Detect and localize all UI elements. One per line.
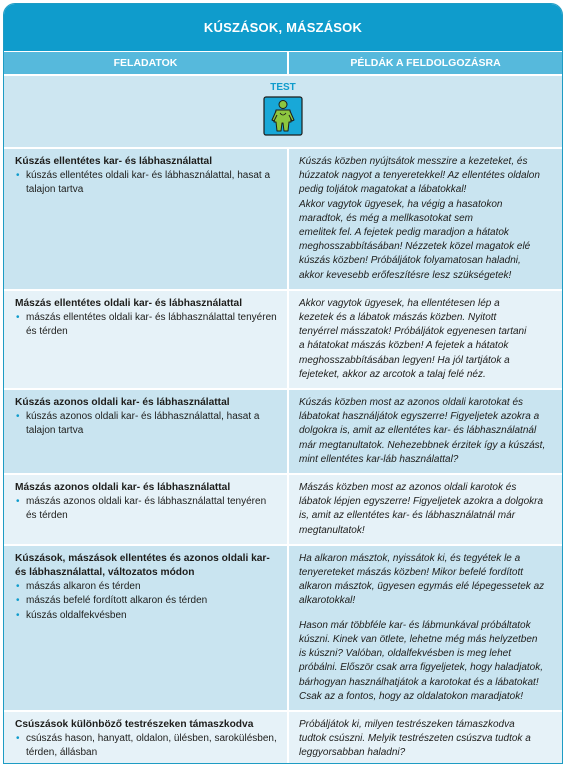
table-row	[4, 712, 562, 764]
example-text-line: lábatok lépjen egyszerre! Figyeljetek azokra a dolgokra	[299, 496, 544, 508]
example-cell	[289, 546, 562, 710]
column-header-row	[4, 52, 562, 76]
example-text-line: Akkor vagytok ügyesek, ha ellentétesen lép a	[299, 297, 500, 309]
example-text-line: maradtok, és még a mellkasotokat sem	[299, 212, 473, 224]
table-row	[4, 149, 562, 291]
example-text-line: is, amit az ellentétes kar- és lábhasználatnál már	[299, 510, 516, 522]
task-title: Kúszás azonos oldali kar- és lábhasználattal	[15, 397, 230, 409]
test-section-row	[4, 76, 562, 149]
example-text-line: emelitek fel. A fejetek pedig maradjon a hátatok	[299, 227, 509, 239]
example-cell	[289, 149, 562, 289]
example-text-line: a hátatokat mászás közben! A fejetek a hátatok	[299, 340, 509, 352]
table-row	[4, 475, 562, 546]
example-text-line: lábatokat használjátok egyszerre! Figyeljetek azokra a	[299, 411, 540, 423]
example-text-line: tudtok csúszni. Melyik testrészeten csúszva tudtok a	[299, 733, 531, 745]
table-row	[4, 291, 562, 390]
task-cell	[4, 390, 289, 473]
example-text-line: fejeteket, akkor az arcotok a talaj felé néz.	[299, 368, 486, 380]
task-cell	[4, 712, 289, 764]
task-cell	[4, 291, 289, 388]
example-text-line: próbálni. Először csak arra figyeljetek, hogy haladjatok,	[299, 662, 544, 674]
example-text-line: megtanultatok!	[299, 524, 365, 536]
task-cell	[4, 149, 289, 289]
example-text-line: alkarotokkal!	[299, 595, 356, 607]
example-text-line: kezetek és a lábatok mászás közben. Nyitott	[299, 312, 497, 324]
table-row	[4, 546, 562, 712]
example-text-line: Mászás közben most az azonos oldali karotok és	[299, 482, 517, 494]
table-row	[4, 390, 562, 475]
test-label: TEST	[270, 82, 296, 93]
task-title: Kúszások, mászások ellentétes és azonos oldali kar- és lábhasználattal, változatos módon	[15, 552, 270, 579]
task-item: • mászás azonos oldali kar- és lábhasználattal tenyéren és térden	[15, 495, 277, 523]
example-cell	[289, 291, 562, 388]
example-text-line: tenyereteket mászás közben! Mikor befelé fordított	[299, 567, 523, 579]
task-item: • kúszás ellentétes oldali kar- és lábhasználattal, hasat a talajon tartva	[15, 169, 277, 197]
example-text-line: Csak az a fontos, hogy az oldalatokon maradjatok!	[299, 690, 524, 702]
example-cell	[289, 712, 562, 764]
task-item: • mászás alkaron és térden	[15, 580, 277, 594]
exercise-rows	[4, 149, 562, 764]
example-text-line: kúszni. Kinek van ötlete, lehetne még más helyzetben	[299, 633, 538, 645]
example-text-line: Próbáljátok ki, milyen testrészeken támaszkodva	[299, 718, 515, 730]
example-text-line: húzzatok nagyot a tenyeretekkel! Az ellentétes oldalon	[299, 170, 540, 182]
exercise-table	[3, 3, 563, 764]
task-item: • mászás ellentétes oldali kar- és lábhasználattal tenyéren és térden	[15, 311, 277, 339]
example-text-line: Kúszás közben nyújtsátok messzire a kezeteket, és	[299, 156, 528, 167]
example-cell	[289, 390, 562, 473]
example-text-line: meghosszabbításában legyen! Ha jól tartjátok a	[299, 354, 510, 366]
example-text-line: pedig toljátok magatokat a lábatokkal!	[299, 184, 467, 196]
body-figure-icon	[263, 96, 303, 136]
example-text-line: is kúszni? Valóban, oldalfekvésben is meg lehet	[299, 648, 511, 660]
example-text-line: dolgokra is, amit az ellentétes kar- és lábhasználatnál	[299, 425, 537, 437]
table-title: KÚSZÁSOK, MÁSZÁSOK	[4, 4, 562, 52]
example-text-line: tenyérrel másszatok! Próbáljátok egyenesen tartani	[299, 326, 527, 338]
task-item: • csúszás hason, hanyatt, oldalon, ülésben, sarokülésben, térden, állásban	[15, 732, 277, 760]
task-title: Mászás ellentétes oldali kar- és lábhasználattal	[15, 297, 243, 309]
example-text-line: akkor kevesebb erőfeszítésre lesz szükségetek!	[299, 269, 512, 281]
task-title: Kúszás ellentétes kar- és lábhasználattal	[15, 156, 213, 167]
example-cell	[289, 475, 562, 544]
task-title: Csúszások különböző testrészeken támaszkodva	[15, 718, 254, 730]
task-title: Mászás azonos oldali kar- és lábhasználattal	[15, 482, 231, 494]
column-header-tasks: FELADATOK	[4, 52, 289, 74]
example-text-line: mint ellentétes kar-láb használattal?	[299, 453, 459, 465]
task-item: • kúszás azonos oldali kar- és lábhasználattal, hasat a talajon tartva	[15, 410, 277, 438]
example-text-line: kúszás közben! Próbáljátok folyamatosan haladni,	[299, 255, 521, 267]
example-text-line: meghosszabbításában! Nézzetek közel magatok elé	[299, 241, 531, 253]
column-header-examples: PÉLDÁK A FELDOLGOZÁSRA	[350, 57, 501, 69]
example-text-line: Akkor vagytok ügyesek, ha végig a hasatokon	[299, 198, 503, 210]
task-cell	[4, 546, 289, 710]
task-cell	[4, 475, 289, 544]
task-item: • kúszás oldalfekvésben	[15, 609, 277, 623]
task-item: • mászás befelé fordított alkaron és térden	[15, 594, 277, 608]
example-text-line: alkaron másztok, ügyesen egymás elé lépegessetek az	[299, 581, 545, 593]
paragraph-gap	[299, 609, 552, 619]
example-text-line: Hason már többféle kar- és lábmunkával próbáltatok	[299, 619, 531, 631]
example-text-line: már megtanultatok. Nehezebbnek érzitek így a kúszást,	[299, 439, 546, 451]
example-text-line: leggyorsabban haladni?	[299, 747, 406, 759]
example-text-line: Kúszás közben most az azonos oldali karotokat és	[299, 397, 524, 409]
example-text-line: bárhogyan használhatjátok a karotokat és a lábatokat!	[299, 676, 539, 688]
example-text-line: Ha alkaron másztok, nyissátok ki, és tegyétek le a	[299, 552, 521, 564]
